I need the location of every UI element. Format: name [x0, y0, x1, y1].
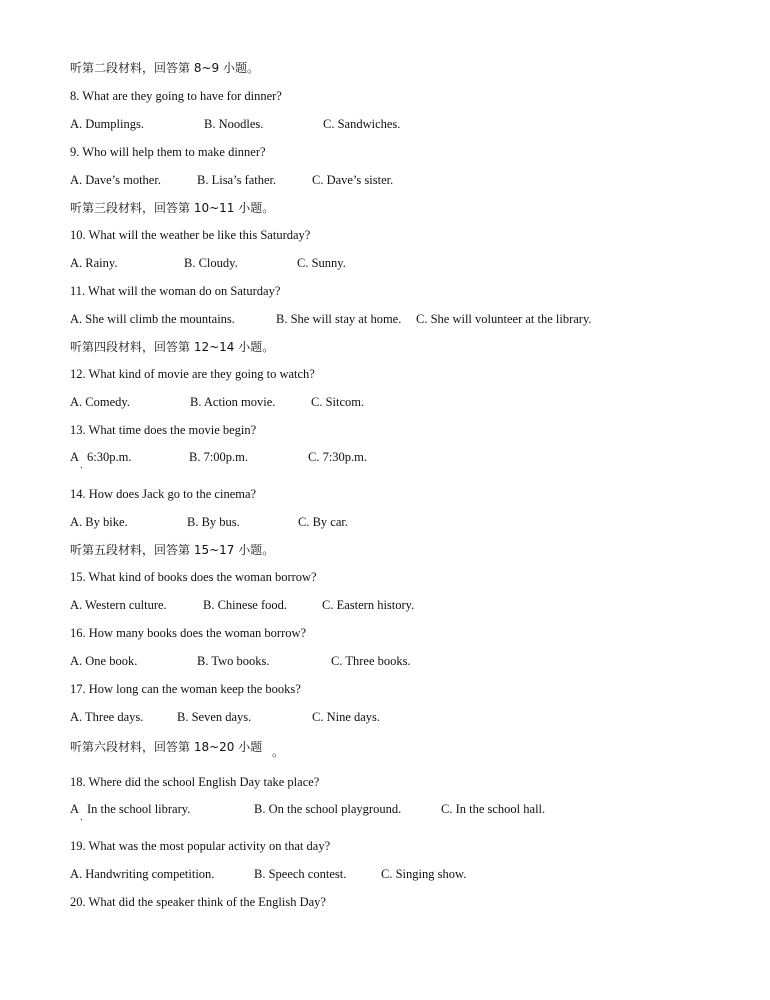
q18-dot-mark: .	[80, 812, 83, 823]
q9-option-b: B. Lisa’s father.	[197, 173, 277, 187]
q16-option-c: C. Three books.	[331, 654, 411, 668]
q18-option-c: C. In the school hall.	[441, 802, 546, 816]
q13-option-c: C. 7:30p.m.	[308, 450, 368, 464]
section-heading-6-end-mark: 。	[272, 745, 285, 759]
q12-option-c: C. Sitcom.	[311, 395, 365, 409]
q16-option-a: A. One book.	[70, 654, 138, 668]
q17-option-c: C. Nine days.	[312, 710, 381, 724]
q13-option-a-letter: A	[70, 450, 80, 464]
q12-option-a: A. Comedy.	[70, 395, 130, 409]
q8-option-b: B. Noodles.	[204, 117, 264, 131]
question-20: 20. What did the speaker think of the English Day?	[70, 895, 326, 909]
q17-option-a: A. Three days.	[70, 710, 144, 724]
q19-option-b: B. Speech contest.	[254, 867, 347, 881]
question-9: 9. Who will help them to make dinner?	[70, 145, 266, 159]
q14-option-c: C. By car.	[298, 515, 348, 529]
q9-option-a: A. Dave’s mother.	[70, 173, 161, 187]
question-12: 12. What kind of movie are they going to watch?	[70, 367, 315, 381]
question-10: 10. What will the weather be like this Saturday?	[70, 228, 311, 242]
q16-option-b: B. Two books.	[197, 654, 270, 668]
q8-option-a: A. Dumplings.	[70, 117, 144, 131]
question-11: 11. What will the woman do on Saturday?	[70, 284, 281, 298]
q11-option-b: B. She will stay at home.	[276, 312, 402, 326]
q17-option-b: B. Seven days.	[177, 710, 252, 724]
q15-option-b: B. Chinese food.	[203, 598, 288, 612]
q10-option-b: B. Cloudy.	[184, 256, 238, 270]
q18-option-b: B. On the school playground.	[254, 802, 402, 816]
section-heading-6: 听第六段材料，回答第 18~20 小题	[70, 740, 263, 754]
question-16: 16. How many books does the woman borrow?	[70, 626, 307, 640]
question-17: 17. How long can the woman keep the books?	[70, 682, 301, 696]
question-13: 13. What time does the movie begin?	[70, 423, 257, 437]
q15-option-c: C. Eastern history.	[322, 598, 415, 612]
question-19: 19. What was the most popular activity on that day?	[70, 839, 331, 853]
section-heading-5: 听第五段材料，回答第 15~17 小题。	[70, 543, 275, 557]
q18-option-a: In the school library.	[87, 802, 191, 816]
question-8: 8. What are they going to have for dinner?	[70, 89, 282, 103]
q10-option-c: C. Sunny.	[297, 256, 346, 270]
q15-option-a: A. Western culture.	[70, 598, 167, 612]
q14-option-b: B. By bus.	[187, 515, 240, 529]
q12-option-b: B. Action movie.	[190, 395, 276, 409]
q11-option-c: C. She will volunteer at the library.	[416, 312, 592, 326]
q8-option-c: C. Sandwiches.	[323, 117, 401, 131]
q11-option-a: A. She will climb the mountains.	[70, 312, 235, 326]
question-18: 18. Where did the school English Day take place?	[70, 775, 320, 789]
q10-option-a: A. Rainy.	[70, 256, 118, 270]
section-heading-4: 听第四段材料，回答第 12~14 小题。	[70, 340, 275, 354]
q9-option-c: C. Dave’s sister.	[312, 173, 394, 187]
q19-option-a: A. Handwriting competition.	[70, 867, 215, 881]
q13-option-b: B. 7:00p.m.	[189, 450, 249, 464]
section-heading-2: 听第二段材料，回答第 8~9 小题。	[70, 61, 259, 75]
section-heading-3: 听第三段材料，回答第 10~11 小题。	[70, 201, 275, 215]
q13-option-a: 6:30p.m.	[87, 450, 132, 464]
q14-option-a: A. By bike.	[70, 515, 128, 529]
q18-option-a-letter: A	[70, 802, 80, 816]
q13-dot-mark: .	[80, 460, 83, 471]
question-15: 15. What kind of books does the woman borrow?	[70, 570, 317, 584]
q19-option-c: C. Singing show.	[381, 867, 467, 881]
question-14: 14. How does Jack go to the cinema?	[70, 487, 257, 501]
